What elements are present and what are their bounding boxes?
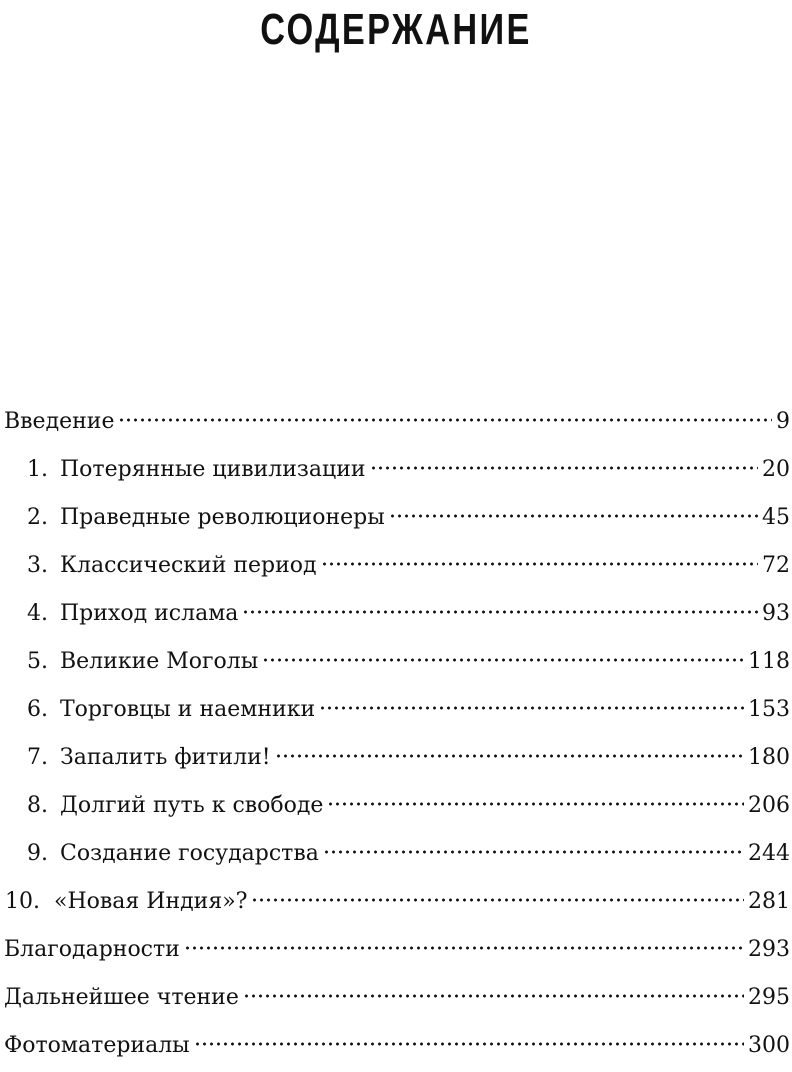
toc-entry-label: Долгий путь к свободе	[60, 793, 324, 818]
toc-entry-number: 9.	[27, 841, 48, 866]
toc-entry-page: 72	[762, 553, 790, 578]
dot-leader	[242, 610, 758, 614]
dot-leader	[275, 754, 744, 758]
toc-entry-page: 180	[748, 745, 790, 770]
dot-leader	[370, 466, 758, 470]
toc-entry-number: 3.	[27, 553, 48, 578]
toc-entry-label: Запалить фитили!	[60, 745, 271, 770]
toc-entry-further-reading[interactable]	[4, 974, 790, 1022]
dot-leader	[389, 514, 758, 518]
toc-entry-chapter-3[interactable]	[4, 542, 790, 590]
toc-entry-label: Праведные революционеры	[60, 505, 385, 530]
toc-entry-number: 8.	[27, 793, 48, 818]
toc-entry-label: Великие Моголы	[60, 649, 259, 674]
toc-entry-number: 10.	[5, 889, 40, 914]
toc-entry-chapter-10[interactable]	[4, 878, 790, 926]
toc-entry-chapter-2[interactable]	[4, 494, 790, 542]
toc-entry-chapter-9[interactable]	[4, 830, 790, 878]
toc-entry-page: 293	[748, 937, 790, 962]
dot-leader	[194, 1042, 744, 1046]
toc-entry-number: 2.	[27, 505, 48, 530]
dot-leader	[321, 562, 758, 566]
toc-entry-chapter-7[interactable]	[4, 734, 790, 782]
toc-entry-label: «Новая Индия»?	[54, 889, 248, 914]
toc-entry-page: 20	[762, 457, 790, 482]
toc-entry-label: Создание государства	[60, 841, 319, 866]
toc-entry-number: 1.	[27, 457, 48, 482]
toc-entry-number: 6.	[27, 697, 48, 722]
toc-entry-page: 9	[776, 409, 790, 434]
toc-entry-label: Классический период	[60, 553, 317, 578]
toc-entry-photo-credits[interactable]	[4, 1022, 790, 1070]
toc-entry-page: 45	[762, 505, 790, 530]
toc-entry-chapter-5[interactable]	[4, 638, 790, 686]
toc-entry-number: 4.	[27, 601, 48, 626]
dot-leader	[327, 802, 744, 806]
dot-leader	[184, 946, 744, 950]
table-of-contents	[4, 398, 790, 1070]
dot-leader	[262, 658, 744, 662]
toc-entry-page: 300	[748, 1033, 790, 1058]
toc-entry-label: Приход ислама	[60, 601, 239, 626]
toc-entry-page: 295	[748, 985, 790, 1010]
toc-entry-label: Потерянные цивилизации	[60, 457, 366, 482]
dot-leader	[251, 898, 744, 902]
toc-entry-page: 153	[748, 697, 790, 722]
dot-leader	[118, 418, 772, 422]
toc-entry-chapter-6[interactable]	[4, 686, 790, 734]
toc-entry-acknowledgements[interactable]	[4, 926, 790, 974]
toc-entry-chapter-8[interactable]	[4, 782, 790, 830]
page-title: СОДЕРЖАНИЕ	[260, 5, 532, 54]
toc-entry-chapter-1[interactable]	[4, 446, 790, 494]
toc-entry-page: 118	[748, 649, 790, 674]
dot-leader	[323, 850, 744, 854]
toc-entry-number: 7.	[27, 745, 48, 770]
dot-leader	[243, 994, 744, 998]
dot-leader	[319, 706, 744, 710]
toc-entry-page: 244	[748, 841, 790, 866]
toc-entry-label: Дальнейшее чтение	[4, 985, 239, 1010]
toc-entry-label: Благодарности	[4, 937, 180, 962]
toc-entry-introduction[interactable]	[4, 398, 790, 446]
toc-entry-page: 93	[762, 601, 790, 626]
toc-entry-label: Введение	[4, 409, 115, 434]
toc-entry-number: 5.	[27, 649, 48, 674]
toc-entry-page: 206	[748, 793, 790, 818]
toc-entry-label: Торговцы и наемники	[60, 697, 316, 722]
toc-entry-chapter-4[interactable]	[4, 590, 790, 638]
toc-entry-label: Фотоматериалы	[4, 1033, 190, 1058]
toc-entry-page: 281	[748, 889, 790, 914]
